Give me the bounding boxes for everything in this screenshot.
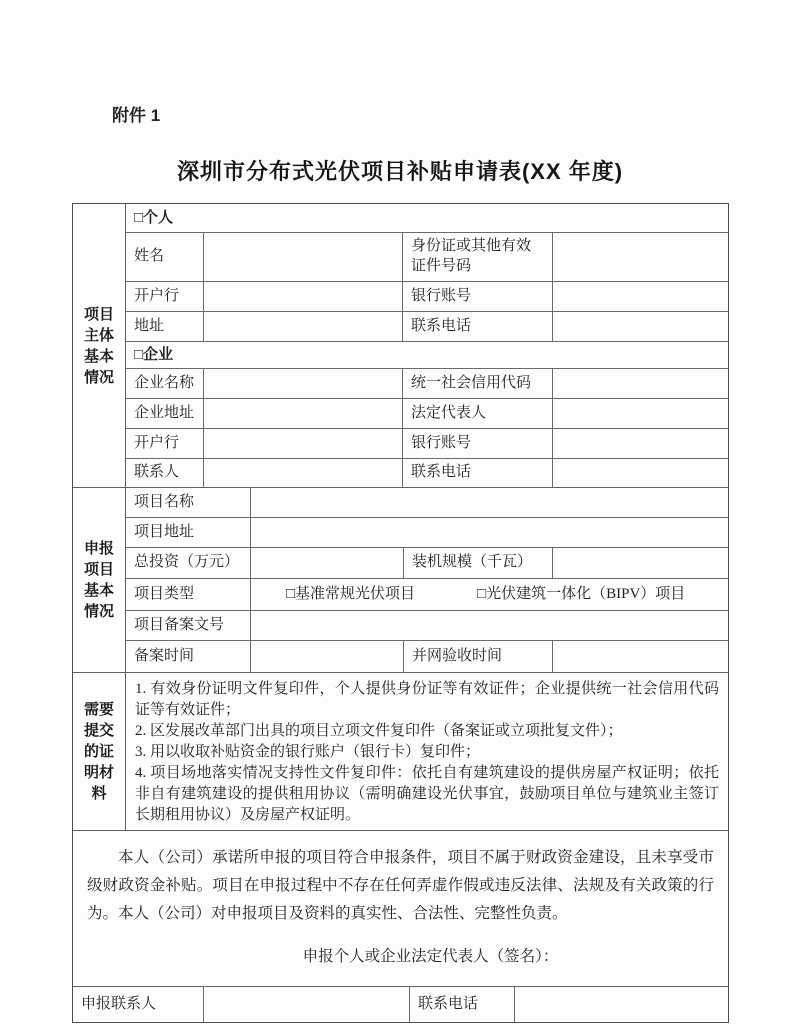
checkbox-standard-pv: □基准常规光伏项目 bbox=[286, 585, 416, 602]
investment-value-cell bbox=[251, 548, 404, 578]
row-project-address bbox=[126, 518, 728, 548]
bank-account-value-cell-enterprise bbox=[553, 429, 728, 458]
declaration-text: 本人（公司）承诺所申报的项目符合申报条件，项目不属于财政资金建设，且未享受市级财政资金补贴。项目在申报过程中不存在任何弄虚作假或违反法律、法规及有关政策的行为。本人（公司）对申报项目及资料的真实性、合法性、完整性负责。 bbox=[87, 849, 714, 922]
legal-rep-value-cell bbox=[553, 399, 728, 428]
row-contact-phone-enterprise bbox=[126, 459, 728, 487]
section-subject-header: 项目主体基本情况 bbox=[83, 305, 114, 386]
filing-number-label: 项目备案文号 bbox=[126, 611, 251, 640]
applicant-contact-value-cell bbox=[204, 987, 410, 1022]
credit-code-label: 统一社会信用代码 bbox=[403, 369, 553, 398]
application-form-table bbox=[72, 203, 729, 1023]
row-filing-grid-time bbox=[126, 641, 728, 672]
filing-time-value-cell bbox=[251, 641, 404, 672]
name-value-cell bbox=[204, 233, 403, 281]
section-footer-contact bbox=[73, 987, 728, 1022]
signature-label: 申报个人或企业法定代表人（签名）： bbox=[302, 948, 559, 965]
checkbox-bipv: □光伏建筑一体化（BIPV）项目 bbox=[477, 585, 686, 602]
section-project-info bbox=[73, 488, 728, 673]
section-project-header: 申报项目基本情况 bbox=[83, 540, 114, 620]
checkbox-enterprise: □企业 bbox=[134, 346, 174, 364]
row-individual-checkbox bbox=[126, 204, 728, 233]
row-company-address-legal bbox=[126, 399, 728, 429]
row-project-type bbox=[126, 579, 728, 611]
company-name-value-cell bbox=[204, 369, 403, 398]
section-declaration bbox=[73, 831, 728, 987]
bank-account-value-cell bbox=[553, 282, 728, 311]
grid-acceptance-time-label: 并网验收时间 bbox=[404, 641, 553, 672]
contact-person-label: 联系人 bbox=[126, 459, 204, 487]
contact-person-value-cell bbox=[204, 459, 403, 487]
row-bank-branch-individual bbox=[126, 282, 728, 312]
filing-time-label: 备案时间 bbox=[126, 641, 251, 672]
attachment-label: 附件 1 bbox=[112, 106, 161, 125]
company-address-label: 企业地址 bbox=[126, 399, 204, 428]
project-name-label: 项目名称 bbox=[126, 488, 251, 517]
project-address-label: 项目地址 bbox=[126, 518, 251, 547]
credit-code-value-cell bbox=[553, 369, 728, 398]
materials-item-1: 1. 有效身份证明文件复印件，个人提供身份证等有效证件；企业提供统一社会信用代码证等有效证件； bbox=[135, 681, 719, 718]
project-address-value-cell bbox=[251, 518, 728, 547]
bank-branch-value-cell bbox=[204, 282, 403, 311]
section-materials-header: 需要提交的证明材料 bbox=[83, 701, 114, 802]
name-label: 姓名 bbox=[126, 233, 204, 281]
contact-phone-value-cell bbox=[553, 459, 728, 487]
applicant-contact-label: 申报联系人 bbox=[73, 987, 204, 1022]
contact-phone-label: 联系电话 bbox=[403, 459, 553, 487]
row-enterprise-checkbox bbox=[126, 342, 728, 369]
bank-account-label: 银行账号 bbox=[403, 282, 553, 311]
row-filing-number bbox=[126, 611, 728, 641]
filing-number-value-cell bbox=[251, 611, 728, 640]
project-name-value-cell bbox=[251, 488, 728, 517]
row-company-name-code bbox=[126, 369, 728, 399]
materials-item-2: 2. 区发展改革部门出具的项目立项文件复印件（备案证或立项批复文件）； bbox=[135, 723, 623, 739]
project-type-label: 项目类型 bbox=[126, 579, 251, 610]
address-label: 地址 bbox=[126, 312, 204, 341]
bank-branch-label: 开户行 bbox=[126, 282, 204, 311]
materials-item-3: 3. 用以收取补贴资金的银行账户（银行卡）复印件； bbox=[135, 744, 481, 760]
row-footer-contact bbox=[73, 987, 728, 1022]
materials-list bbox=[126, 673, 728, 830]
section-project-header-cell bbox=[73, 488, 126, 672]
investment-label: 总投资（万元） bbox=[126, 548, 251, 578]
footer-phone-value-cell bbox=[515, 987, 728, 1022]
bank-branch-value-cell-enterprise bbox=[204, 429, 403, 458]
page-title: 深圳市分布式光伏项目补贴申请表(XX 年度) bbox=[176, 159, 624, 184]
bank-account-label-enterprise: 银行账号 bbox=[403, 429, 553, 458]
project-type-options-cell bbox=[251, 579, 728, 610]
section-subject-header-cell bbox=[73, 204, 126, 487]
phone-value-cell bbox=[553, 312, 728, 341]
legal-rep-label: 法定代表人 bbox=[403, 399, 553, 428]
row-project-name bbox=[126, 488, 728, 518]
section-materials bbox=[73, 673, 728, 831]
address-value-cell bbox=[204, 312, 403, 341]
grid-acceptance-time-value-cell bbox=[553, 641, 728, 672]
id-number-value-cell bbox=[553, 233, 728, 281]
phone-label: 联系电话 bbox=[403, 312, 553, 341]
row-name-id bbox=[126, 233, 728, 282]
checkbox-individual: □个人 bbox=[134, 209, 174, 227]
capacity-value-cell bbox=[553, 548, 728, 578]
materials-item-4: 4. 项目场地落实情况支持性文件复印件：依托自有建筑建设的提供房屋产权证明；依托非自有建筑建设的提供租用协议（需明确建设光伏事宜，鼓励项目单位与建筑业主签订长期租用协议）及房屋产权证明。 bbox=[135, 765, 719, 823]
row-investment-capacity bbox=[126, 548, 728, 579]
bank-branch-label-enterprise: 开户行 bbox=[126, 429, 204, 458]
section-project-subject bbox=[73, 204, 728, 488]
id-number-label: 身份证或其他有效证件号码 bbox=[403, 233, 553, 281]
row-address-phone-individual bbox=[126, 312, 728, 342]
company-name-label: 企业名称 bbox=[126, 369, 204, 398]
footer-phone-label: 联系电话 bbox=[410, 987, 515, 1022]
capacity-label: 装机规模（千瓦） bbox=[404, 548, 553, 578]
row-bank-branch-enterprise bbox=[126, 429, 728, 459]
company-address-value-cell bbox=[204, 399, 403, 428]
section-materials-header-cell bbox=[73, 673, 126, 830]
